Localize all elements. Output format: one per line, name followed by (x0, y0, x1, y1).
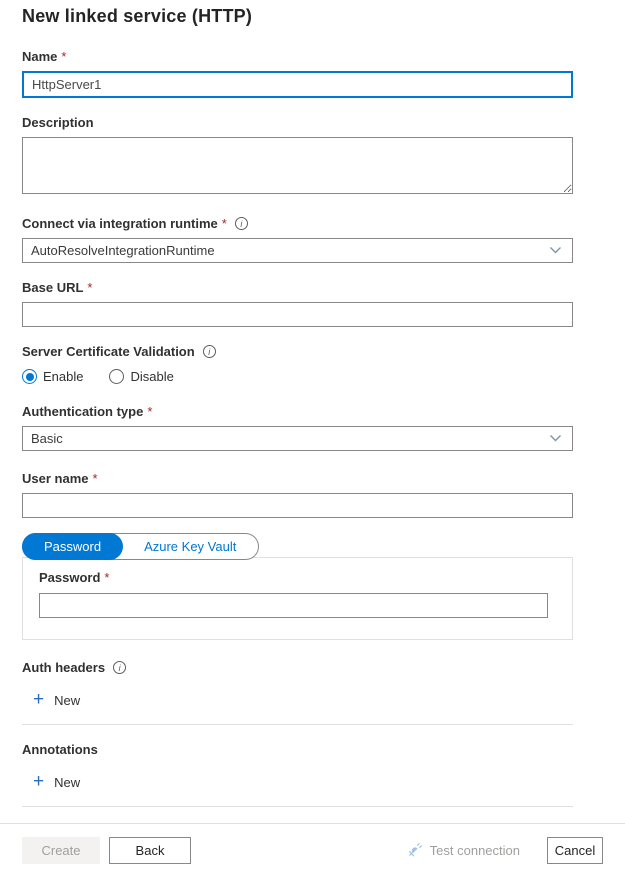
integration-runtime-value: AutoResolveIntegrationRuntime (31, 243, 215, 258)
tab-azure-key-vault[interactable]: Azure Key Vault (144, 539, 237, 554)
required-asterisk: * (61, 49, 67, 64)
radio-disable[interactable]: Disable (109, 369, 173, 384)
integration-runtime-dropdown[interactable] (22, 238, 573, 263)
password-input[interactable] (39, 593, 548, 618)
name-input[interactable] (22, 71, 573, 98)
password-panel (22, 557, 573, 640)
back-button[interactable]: Back (109, 837, 191, 864)
description-textarea[interactable] (22, 137, 573, 194)
chevron-down-icon (549, 246, 562, 255)
radio-selected-icon (22, 369, 37, 384)
chevron-down-icon (549, 434, 562, 443)
test-connection-button[interactable]: Test connection (407, 842, 520, 858)
annotations-section (22, 742, 573, 807)
user-name-input[interactable] (22, 493, 573, 518)
auth-headers-section (22, 660, 573, 725)
tab-password[interactable]: Password (22, 533, 123, 560)
radio-enable[interactable]: Enable (22, 369, 83, 384)
password-label: Password * (39, 570, 110, 585)
info-icon[interactable]: i (235, 217, 248, 230)
description-field-group (22, 115, 573, 199)
cancel-button[interactable]: Cancel (547, 837, 603, 864)
server-cert-label: Server Certificate Validation i (22, 344, 573, 359)
server-cert-field-group (22, 344, 573, 384)
auth-headers-label: Auth headers i (22, 660, 573, 675)
auth-type-value: Basic (31, 431, 63, 446)
auth-headers-new-button[interactable]: + New (33, 689, 81, 710)
required-asterisk: * (104, 570, 110, 585)
annotations-label: Annotations (22, 742, 98, 757)
info-icon[interactable]: i (203, 345, 216, 358)
secret-section (22, 533, 573, 640)
user-name-label: User name * (22, 471, 98, 486)
server-cert-radio-group (22, 369, 573, 384)
name-label: Name * (22, 49, 67, 64)
base-url-field-group (22, 280, 573, 327)
integration-runtime-label: Connect via integration runtime * i (22, 216, 573, 231)
auth-type-field-group (22, 404, 573, 451)
divider (22, 724, 573, 725)
info-icon[interactable]: i (113, 661, 126, 674)
divider (22, 806, 573, 807)
create-button[interactable]: Create (22, 837, 100, 864)
description-label: Description (22, 115, 94, 130)
required-asterisk: * (221, 216, 227, 231)
base-url-label: Base URL * (22, 280, 93, 295)
integration-runtime-field-group (22, 216, 573, 263)
plus-icon: + (33, 771, 45, 792)
footer-right-group (407, 837, 603, 864)
base-url-input[interactable] (22, 302, 573, 327)
name-field-group (22, 49, 573, 98)
annotations-new-button[interactable]: + New (33, 771, 81, 792)
radio-unselected-icon (109, 369, 124, 384)
required-asterisk: * (92, 471, 98, 486)
required-asterisk: * (87, 280, 93, 295)
plug-icon (407, 842, 423, 858)
auth-type-label: Authentication type * (22, 404, 153, 419)
footer-action-bar (0, 823, 625, 876)
user-name-field-group (22, 471, 573, 518)
page-title: New linked service (HTTP) (22, 6, 253, 26)
required-asterisk: * (147, 404, 153, 419)
secret-tab-group (22, 533, 259, 560)
plus-icon: + (33, 689, 45, 710)
auth-type-dropdown[interactable] (22, 426, 573, 451)
